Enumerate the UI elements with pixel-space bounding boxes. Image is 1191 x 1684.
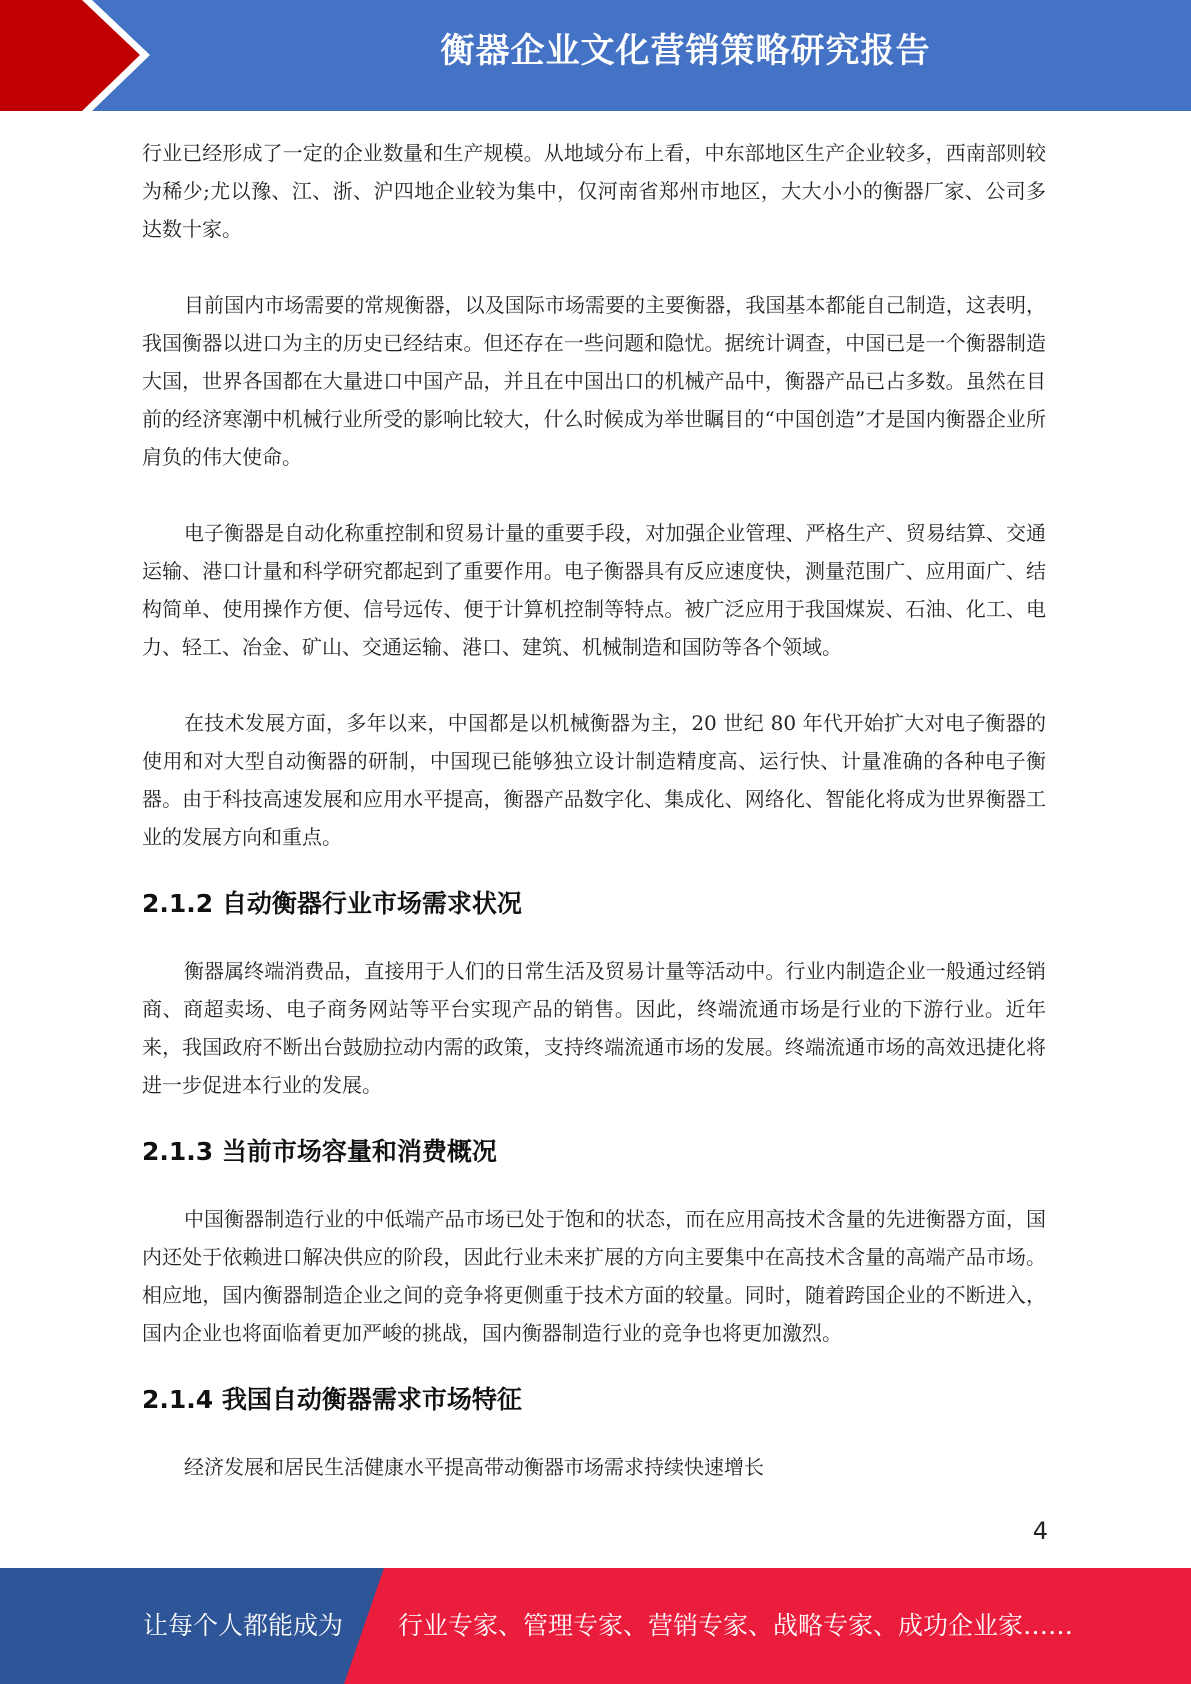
paragraph: 在技术发展方面，多年以来，中国都是以机械衡器为主，20 世纪 80 年代开始扩大对电子衡器的使用和对大型自动衡器的研制，中国现已能够独立设计制造精度高、运行快、计量准确的各种电子衡器。由于科技高速发展和应用水平提高，衡器产品数字化、集成化、网络化、智能化将成为世界衡器工业的发展方向和重点。	[142, 711, 1046, 849]
section-heading: 2.1.4 我国自动衡器需求市场特征	[142, 1385, 522, 1414]
page-number: 4	[1032, 1517, 1048, 1545]
paragraph: 经济发展和居民生活健康水平提高带动衡器市场需求持续快速增长	[184, 1455, 764, 1479]
header-red-chevron	[0, 0, 150, 111]
header-banner	[0, 0, 1191, 111]
paragraph: 目前国内市场需要的常规衡器，以及国际市场需要的主要衡器，我国基本都能自己制造，这表明，我国衡器以进口为主的历史已经结束。但还存在一些问题和隐忧。据统计调查，中国已是一个衡器制造大国，世界各国都在大量进口中国产品，并且在中国出口的机械产品中，衡器产品已占多数。虽然在目前的经济寒潮中机械行业所受的影响比较大，什么时候成为举世瞩目的“中国创造”才是国内衡器企业所肩负的伟大使命。	[142, 293, 1046, 469]
paragraph: 电子衡器是自动化称重控制和贸易计量的重要手段，对加强企业管理、严格生产、贸易结算、交通运输、港口计量和科学研究都起到了重要作用。电子衡器具有反应速度快，测量范围广、应用面广、结构简单、使用操作方便、信号远传、便于计算机控制等特点。被广泛应用于我国煤炭、石油、化工、电力、轻工、冶金、矿山、交通运输、港口、建筑、机械制造和国防等各个领域。	[142, 521, 1046, 659]
section-heading: 2.1.3 当前市场容量和消费概况	[142, 1137, 497, 1166]
paragraph: 中国衡器制造行业的中低端产品市场已处于饱和的状态，而在应用高技术含量的先进衡器方面，国内还处于依赖进口解决供应的阶段，因此行业未来扩展的方向主要集中在高技术含量的高端产品市场。相应地，国内衡器制造企业之间的竞争将更侧重于技术方面的较量。同时，随着跨国企业的不断进入，国内企业也将面临着更加严峻的挑战，国内衡器制造行业的竞争也将更加激烈。	[142, 1207, 1046, 1345]
footer-banner	[0, 1568, 1191, 1684]
footer-slogan-left: 让每个人都能成为	[143, 1611, 344, 1640]
section-heading: 2.1.2 自动衡器行业市场需求状况	[142, 889, 522, 918]
paragraph: 衡器属终端消费品，直接用于人们的日常生活及贸易计量等活动中。行业内制造企业一般通过经销商、商超卖场、电子商务网站等平台实现产品的销售。因此，终端流通市场是行业的下游行业。近年来，我国政府不断出台鼓励拉动内需的政策，支持终端流通市场的发展。终端流通市场的高效迅捷化将进一步促进本行业的发展。	[142, 959, 1046, 1097]
footer-slogan-right: 行业专家、管理专家、营销专家、战略专家、成功企业家……	[398, 1611, 1074, 1640]
page-content	[142, 134, 1046, 1486]
paragraph: 行业已经形成了一定的企业数量和生产规模。从地域分布上看，中东部地区生产企业较多，西南部则较为稀少;尤以豫、江、浙、沪四地企业较为集中，仅河南省郑州市地区，大大小小的衡器厂家、公司多达数十家。	[142, 141, 1046, 241]
document-title: 衡器企业文化营销策略研究报告	[440, 31, 931, 71]
